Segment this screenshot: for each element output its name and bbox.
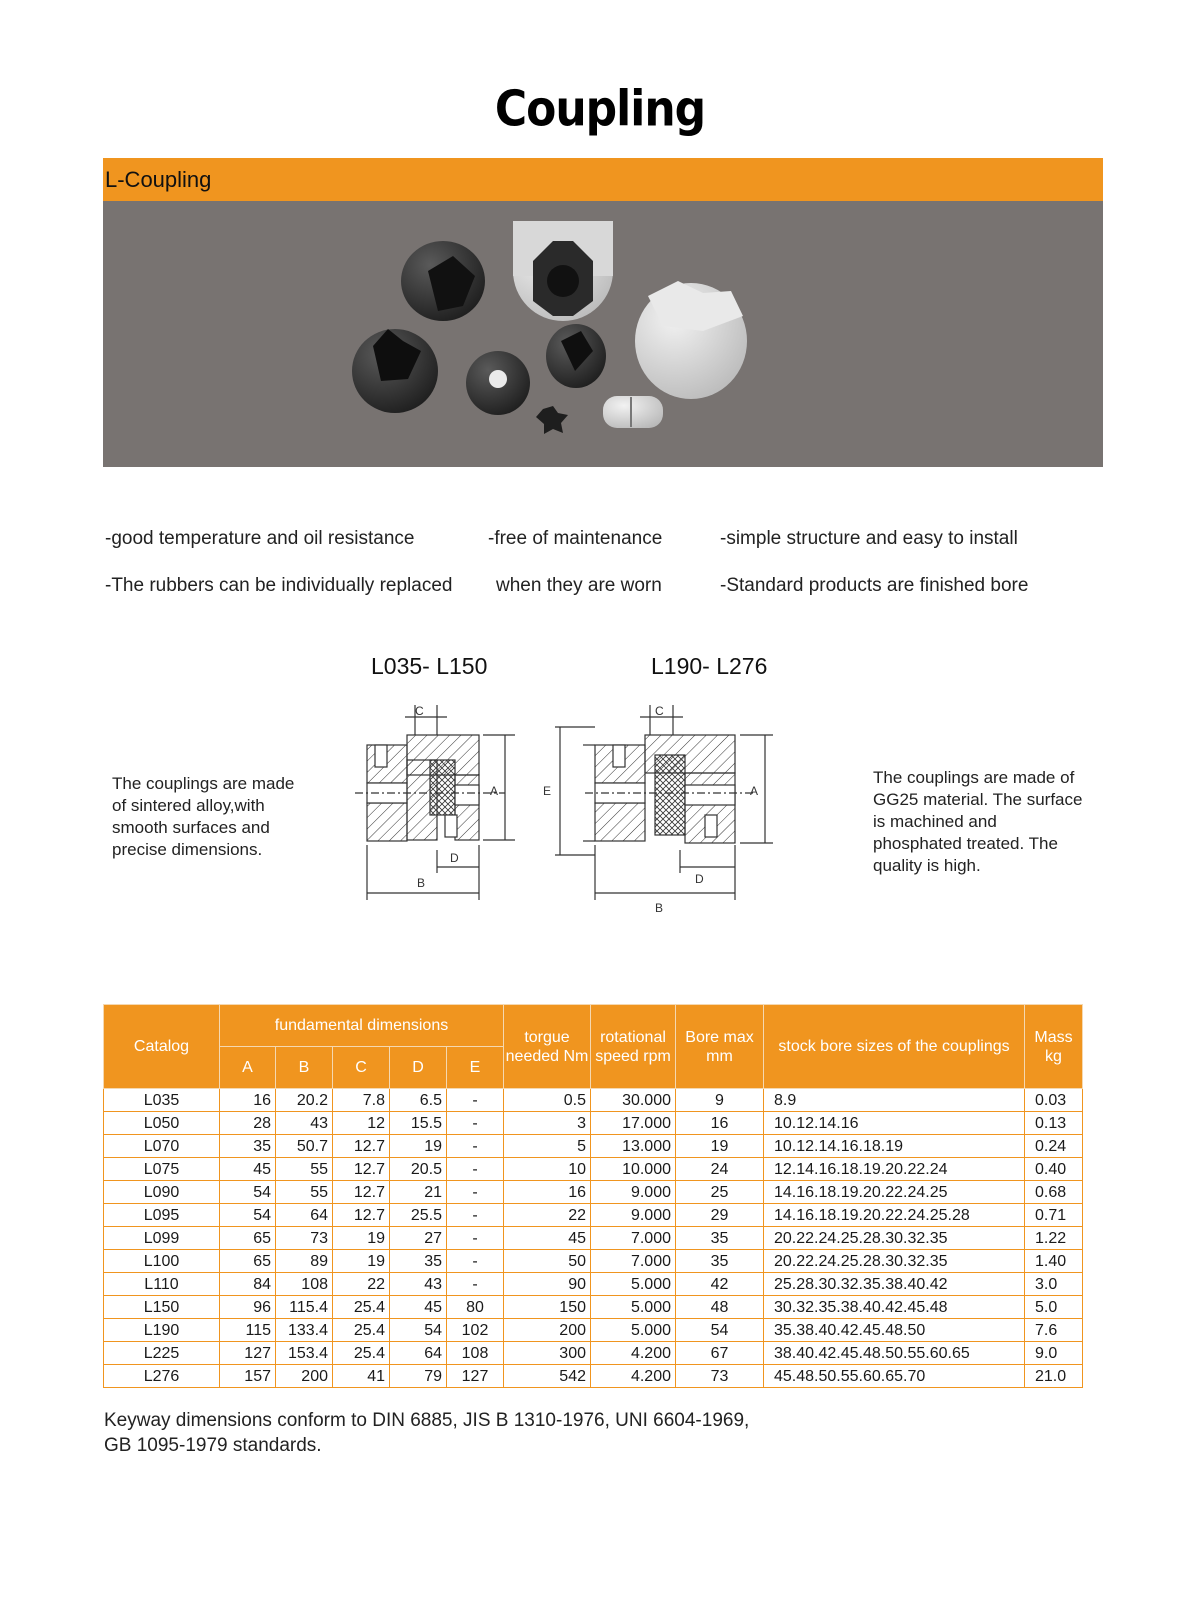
table-cell: 12 — [333, 1112, 390, 1135]
table-cell: 24 — [676, 1158, 764, 1181]
table-cell: 25.4 — [333, 1342, 390, 1365]
table-cell: 300 — [504, 1342, 591, 1365]
table-cell: 150 — [504, 1296, 591, 1319]
header-dim-e: E — [447, 1047, 504, 1089]
table-cell: 20.22.24.25.28.30.32.35 — [764, 1227, 1025, 1250]
table-row — [104, 1204, 1083, 1227]
table-cell: L225 — [104, 1342, 220, 1365]
table-cell: 17.000 — [591, 1112, 676, 1135]
table-cell: 20.2 — [276, 1089, 333, 1112]
table-cell: 30.32.35.38.40.42.45.48 — [764, 1296, 1025, 1319]
table-cell: 45 — [390, 1296, 447, 1319]
table-cell: L090 — [104, 1181, 220, 1204]
table-cell: 12.7 — [333, 1204, 390, 1227]
dim-label-d: D — [450, 851, 459, 865]
table-cell: 115.4 — [276, 1296, 333, 1319]
table-cell: 45 — [504, 1227, 591, 1250]
table-cell: 108 — [447, 1342, 504, 1365]
feature-item: -Standard products are finished bore — [720, 575, 1029, 596]
table-cell: 22 — [333, 1273, 390, 1296]
feature-item: -simple structure and easy to install — [720, 528, 1018, 549]
table-cell: 21.0 — [1025, 1365, 1083, 1388]
table-cell: 25.28.30.32.35.38.40.42 — [764, 1273, 1025, 1296]
table-cell: 9.000 — [591, 1204, 676, 1227]
dim-label-e: E — [543, 784, 552, 798]
table-cell: 16 — [504, 1181, 591, 1204]
table-cell: 542 — [504, 1365, 591, 1388]
dim-label-b: B — [417, 876, 426, 890]
table-cell: 35.38.40.42.45.48.50 — [764, 1319, 1025, 1342]
table-cell: 12.7 — [333, 1181, 390, 1204]
table-cell: 200 — [504, 1319, 591, 1342]
table-row — [104, 1135, 1083, 1158]
table-cell: 1.40 — [1025, 1250, 1083, 1273]
footnote — [104, 1408, 749, 1458]
table-row — [104, 1227, 1083, 1250]
model-range-right: L190- L276 — [651, 653, 768, 679]
table-cell: 28 — [220, 1112, 276, 1135]
table-cell: 10.12.14.16.18.19 — [764, 1135, 1025, 1158]
page-title: Coupling — [494, 80, 706, 139]
table-cell: 19 — [676, 1135, 764, 1158]
table-cell: 3.0 — [1025, 1273, 1083, 1296]
table-cell: 0.5 — [504, 1089, 591, 1112]
table-cell: 55 — [276, 1158, 333, 1181]
table-cell: 15.5 — [390, 1112, 447, 1135]
table-cell: - — [447, 1273, 504, 1296]
table-cell: 0.24 — [1025, 1135, 1083, 1158]
header-catalog: Catalog — [104, 1005, 220, 1089]
table-cell: 84 — [220, 1273, 276, 1296]
dim-label-d: D — [695, 872, 704, 886]
table-cell: 50 — [504, 1250, 591, 1273]
table-cell: 35 — [220, 1135, 276, 1158]
table-cell: - — [447, 1158, 504, 1181]
dim-label-a: A — [490, 784, 499, 798]
table-row — [104, 1181, 1083, 1204]
section-title: L-Coupling — [105, 167, 212, 192]
header-fundamental-dimensions: fundamental dimensions — [220, 1005, 504, 1047]
dim-label-c: C — [415, 704, 424, 718]
table-row — [104, 1112, 1083, 1135]
table-cell: 0.68 — [1025, 1181, 1083, 1204]
table-cell: 25.5 — [390, 1204, 447, 1227]
table-cell: 19 — [333, 1227, 390, 1250]
table-cell: 5 — [504, 1135, 591, 1158]
table-cell: - — [447, 1181, 504, 1204]
table-cell: 13.000 — [591, 1135, 676, 1158]
table-cell: 29 — [676, 1204, 764, 1227]
table-cell: 6.5 — [390, 1089, 447, 1112]
dim-label-a: A — [750, 784, 759, 798]
drawing-right — [543, 704, 795, 925]
specs-table-body — [104, 1089, 1083, 1388]
feature-item: when they are worn — [496, 575, 662, 596]
table-cell: L095 — [104, 1204, 220, 1227]
table-cell: - — [447, 1135, 504, 1158]
table-cell: 200 — [276, 1365, 333, 1388]
table-cell: 43 — [276, 1112, 333, 1135]
table-row — [104, 1365, 1083, 1388]
dim-label-c: C — [655, 704, 664, 718]
table-cell: 0.40 — [1025, 1158, 1083, 1181]
note-right: The couplings are made of GG25 material. The surface is machined and phosphated treated. The quality is high. — [873, 768, 1083, 875]
table-cell: 4.200 — [591, 1365, 676, 1388]
drawing-left — [355, 705, 535, 925]
table-cell: 65 — [220, 1250, 276, 1273]
table-cell: 90 — [504, 1273, 591, 1296]
footnote-line: Keyway dimensions conform to DIN 6885, JIS B 1310-1976, UNI 6604-1969, — [104, 1410, 750, 1431]
table-cell: L075 — [104, 1158, 220, 1181]
table-cell: 20.5 — [390, 1158, 447, 1181]
dim-label-b: B — [655, 901, 664, 915]
table-cell: L150 — [104, 1296, 220, 1319]
feature-item: -good temperature and oil resistance — [105, 528, 415, 549]
table-cell: 16 — [676, 1112, 764, 1135]
table-cell: 30.000 — [591, 1089, 676, 1112]
table-cell: 153.4 — [276, 1342, 333, 1365]
table-row — [104, 1342, 1083, 1365]
table-cell: 55 — [276, 1181, 333, 1204]
table-cell: L099 — [104, 1227, 220, 1250]
table-cell: 5.000 — [591, 1273, 676, 1296]
table-cell: 19 — [390, 1135, 447, 1158]
note-left: The couplings are made of sintered alloy,with smooth surfaces and precise dimensions. — [112, 774, 295, 859]
table-cell: L035 — [104, 1089, 220, 1112]
table-cell: 54 — [390, 1319, 447, 1342]
table-cell: 19 — [333, 1250, 390, 1273]
table-cell: 133.4 — [276, 1319, 333, 1342]
header-stock-bore: stock bore sizes of the couplings — [764, 1005, 1025, 1089]
table-cell: 10.12.14.16 — [764, 1112, 1025, 1135]
table-cell: 35 — [676, 1227, 764, 1250]
table-cell: 21 — [390, 1181, 447, 1204]
table-cell: 64 — [276, 1204, 333, 1227]
table-cell: 41 — [333, 1365, 390, 1388]
table-cell: - — [447, 1250, 504, 1273]
table-cell: 54 — [676, 1319, 764, 1342]
table-cell: 9 — [676, 1089, 764, 1112]
table-cell: 25.4 — [333, 1319, 390, 1342]
table-row — [104, 1273, 1083, 1296]
table-cell: 45 — [220, 1158, 276, 1181]
table-cell: 157 — [220, 1365, 276, 1388]
table-cell: L190 — [104, 1319, 220, 1342]
table-cell: - — [447, 1227, 504, 1250]
table-row — [104, 1089, 1083, 1112]
table-cell: 25.4 — [333, 1296, 390, 1319]
header-dim-c: C — [333, 1047, 390, 1089]
section-header-bar — [103, 158, 1103, 201]
header-dim-b: B — [276, 1047, 333, 1089]
table-cell: L110 — [104, 1273, 220, 1296]
table-cell: 73 — [276, 1227, 333, 1250]
table-row — [104, 1158, 1083, 1181]
header-mass: Mass kg — [1025, 1005, 1083, 1089]
table-cell: 5.0 — [1025, 1296, 1083, 1319]
table-cell: 9.000 — [591, 1181, 676, 1204]
table-cell: 96 — [220, 1296, 276, 1319]
table-cell: 43 — [390, 1273, 447, 1296]
table-cell: 16 — [220, 1089, 276, 1112]
table-cell: 35 — [390, 1250, 447, 1273]
table-cell: 1.22 — [1025, 1227, 1083, 1250]
table-cell: 8.9 — [764, 1089, 1025, 1112]
coupling-photo-illustration — [103, 201, 1103, 467]
header-bore: Bore max mm — [676, 1005, 764, 1089]
table-cell: L276 — [104, 1365, 220, 1388]
table-cell: 115 — [220, 1319, 276, 1342]
table-cell: 12.7 — [333, 1135, 390, 1158]
table-cell: 12.14.16.18.19.20.22.24 — [764, 1158, 1025, 1181]
table-cell: 35 — [676, 1250, 764, 1273]
table-cell: 65 — [220, 1227, 276, 1250]
table-cell: 3 — [504, 1112, 591, 1135]
feature-item: -free of maintenance — [488, 528, 663, 549]
table-cell: - — [447, 1204, 504, 1227]
specs-table — [103, 1004, 1083, 1388]
table-row — [104, 1296, 1083, 1319]
table-cell: 27 — [390, 1227, 447, 1250]
table-cell: L050 — [104, 1112, 220, 1135]
table-cell: 0.03 — [1025, 1089, 1083, 1112]
header-torque: torgue needed Nm — [504, 1005, 591, 1089]
table-cell: 14.16.18.19.20.22.24.25.28 — [764, 1204, 1025, 1227]
header-speed: rotational speed rpm — [591, 1005, 676, 1089]
table-cell: 7.000 — [591, 1250, 676, 1273]
table-cell: 7.000 — [591, 1227, 676, 1250]
model-range-left: L035- L150 — [371, 653, 488, 679]
table-cell: 0.13 — [1025, 1112, 1083, 1135]
table-row — [104, 1319, 1083, 1342]
table-cell: L100 — [104, 1250, 220, 1273]
table-cell: 4.200 — [591, 1342, 676, 1365]
feature-item: -The rubbers can be individually replaced — [105, 575, 453, 596]
table-cell: - — [447, 1089, 504, 1112]
table-cell: 25 — [676, 1181, 764, 1204]
table-cell: 80 — [447, 1296, 504, 1319]
table-cell: - — [447, 1112, 504, 1135]
table-cell: 7.6 — [1025, 1319, 1083, 1342]
table-cell: 12.7 — [333, 1158, 390, 1181]
table-cell: 79 — [390, 1365, 447, 1388]
table-cell: 73 — [676, 1365, 764, 1388]
table-cell: 20.22.24.25.28.30.32.35 — [764, 1250, 1025, 1273]
table-cell: 5.000 — [591, 1296, 676, 1319]
table-cell: 7.8 — [333, 1089, 390, 1112]
product-photo — [103, 201, 1103, 467]
header-dim-a: A — [220, 1047, 276, 1089]
table-cell: 50.7 — [276, 1135, 333, 1158]
table-cell: 64 — [390, 1342, 447, 1365]
header-dim-d: D — [390, 1047, 447, 1089]
table-cell: 108 — [276, 1273, 333, 1296]
table-row — [104, 1250, 1083, 1273]
table-cell: 22 — [504, 1204, 591, 1227]
table-cell: 14.16.18.19.20.22.24.25 — [764, 1181, 1025, 1204]
table-cell: 45.48.50.55.60.65.70 — [764, 1365, 1025, 1388]
table-cell: 102 — [447, 1319, 504, 1342]
table-cell: 54 — [220, 1204, 276, 1227]
table-cell: 67 — [676, 1342, 764, 1365]
table-cell: 127 — [220, 1342, 276, 1365]
table-cell: 42 — [676, 1273, 764, 1296]
table-cell: 38.40.42.45.48.50.55.60.65 — [764, 1342, 1025, 1365]
table-cell: 9.0 — [1025, 1342, 1083, 1365]
footnote-line: GB 1095-1979 standards. — [104, 1435, 322, 1456]
table-cell: 10 — [504, 1158, 591, 1181]
table-cell: 48 — [676, 1296, 764, 1319]
table-cell: 0.71 — [1025, 1204, 1083, 1227]
table-cell: 89 — [276, 1250, 333, 1273]
table-cell: 10.000 — [591, 1158, 676, 1181]
table-cell: 127 — [447, 1365, 504, 1388]
table-cell: 5.000 — [591, 1319, 676, 1342]
table-cell: 54 — [220, 1181, 276, 1204]
table-cell: L070 — [104, 1135, 220, 1158]
